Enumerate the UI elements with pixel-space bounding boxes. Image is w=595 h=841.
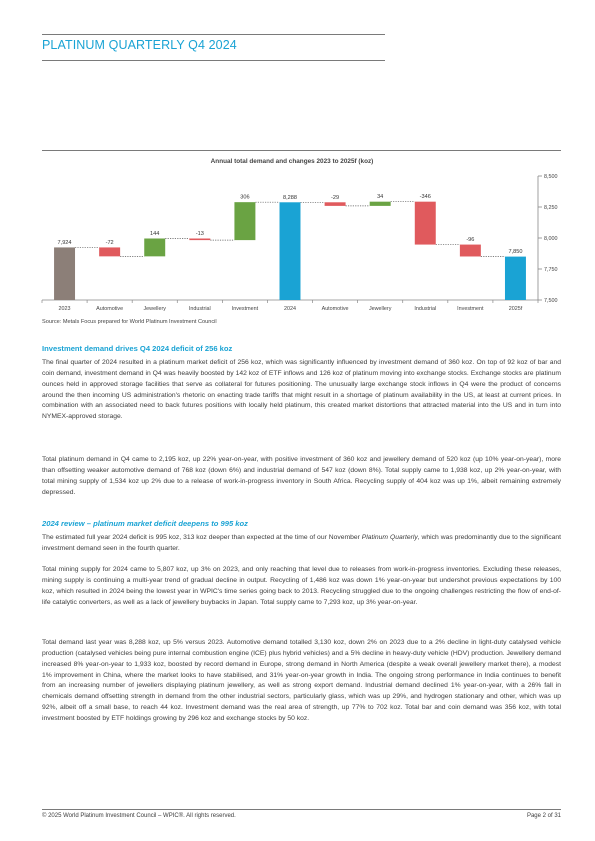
y-tick-label: 8,000 [544,236,558,242]
footer-copyright: © 2025 World Platinum Investment Council – WPIC®. All rights reserved. [42,813,236,819]
data-label: -346 [419,194,431,201]
paragraph-total-demand: Total demand last year was 8,288 koz, up 5% versus 2023. Automotive demand totalled 3,130 koz, down 2% on 2023 due to a 2% decline in light-duty catalysed vehicle production (catalysed vehicles being pure internal combustion engine (ICE) plus hybrid vehicles) and a 5% decline in heavy-duty vehicle (HDV) production. Jewellery demand increased 8% year-on-year to 1,933 koz, boosted by record demand in Europe, strong demand in North America (despite a weak overall jewellery market there), a modest 1% improvement in China, where the market looks to have stabilised, and 31% year-on-year growth in India. The ongoing strong performance in India continues to benefit from an increasing number of jewellers displaying platinum jewellery, as well as strong export demand. Industrial demand declined 1% year-on-year, with a 26% fall in chemicals demand offsetting strength in demand from the other industrial sectors, particularly glass, which was up 29%, and hydrogen stationary and other, which was up 92%, albeit off a small base, to reach 44 koz. Investment demand was the real area of strength, up 77% to 702 koz. Total bar and coin demand was 356 koz, with total investment boosted by ETF holdings growing by 296 koz and exchange stocks by 50 koz. [42,639,561,722]
waterfall-chart [35,150,561,320]
x-tick-label: Automotive [96,306,124,312]
waterfall-bar [370,202,391,206]
paragraph-full-year-deficit [42,533,561,555]
page-title: PLATINUM QUARTERLY Q4 2024 [42,38,237,52]
x-tick-label: Jewellery [143,306,166,312]
x-tick-label: Industrial [188,306,211,312]
footer-rule [42,809,561,810]
data-label: 34 [377,194,384,201]
data-label: 8,288 [283,194,297,201]
page-number: Page 2 of 31 [526,813,561,819]
x-tick-label: Automotive [321,306,349,312]
x-tick-label: 2023 [58,306,71,312]
data-label: 144 [150,230,160,237]
x-tick-label: 2025f [508,306,523,312]
paragraph-mining-supply: Total mining supply for 2024 came to 5,807 koz, up 3% on 2023, and only reaching that level due to releases from work-in-progress inventories. Excluding these releases, mining supply is continuing a multi-year trend of gradual decline in output. Recycling of 1,486 koz was down 1% year-on-year but undershot previous expectations by 100 koz, which resulted in 2024 being the lowest year in WPIC's time series going back to 2013. Recycling struggled due to the ongoing challenges restricting the flow of end-of-life catalytic converters, as well as a lack of jewellery buybacks in Japan. Total supply came to 7,293 koz, up 3% year-on-year. [42,566,561,606]
x-tick-label: Industrial [414,306,437,312]
data-label: -29 [331,194,340,201]
chart-title: Annual total demand and changes 2023 to 2025f (koz) [210,158,374,165]
platinum-quarterly-title: Platinum Quarterly [361,534,418,541]
section-heading-2024-review: 2024 review – platinum market deficit deepens to 995 koz [42,519,248,528]
x-tick-label: 2024 [284,306,296,312]
data-label: -96 [466,237,475,244]
chart-source: Source: Metals Focus prepared for World Platinum Investment Council [42,319,217,325]
full-year-deficit-text-1: The estimated full year 2024 deficit is 995 koz, 313 koz deeper than expected at the time of our November [42,534,362,541]
section-heading-investment: Investment demand drives Q4 2024 deficit of 256 koz [42,344,233,353]
waterfall-bar [54,247,75,300]
data-label: 7,850 [508,249,523,256]
paragraph-q4-deficit: The final quarter of 2024 resulted in a platinum market deficit of 256 koz, which was significantly influenced by investment demand of 360 koz. On top of 92 koz of bar and coin demand, investment demand in Q4 was heavily boosted by 142 koz of ETF inflows and 126 koz of platinum moving into exchange stocks. Exchange stocks are platinum ounces held in approved storage facilities that serve as collateral for futures positioning. The unusually large exchange stock inflows in Q4 were the product of concerns around the then incoming US administration's rhetoric on enacting trade tariffs that might result in a shortage of platinum availability in the US, at least at current prices. In combination with an associated need to back futures positions with locally held platinum, this created market distortions that attracted material into the US and in turn into NYMEX-approved storage. [42,359,561,421]
waterfall-bar [234,202,255,240]
waterfall-bar [460,245,481,257]
header-rule-bottom [42,60,385,61]
data-label: 7,924 [57,239,72,246]
x-tick-label: Investment [231,306,259,312]
waterfall-bar [189,238,210,240]
waterfall-bar [99,247,120,256]
y-tick-label: 7,500 [544,298,558,304]
waterfall-bar [505,257,526,300]
x-tick-label: Jewellery [368,306,392,312]
waterfall-bar [144,238,165,256]
waterfall-bar [325,202,346,206]
data-label: -13 [195,230,204,237]
waterfall-bar [280,202,301,300]
data-label: 306 [240,194,250,201]
x-tick-label: Investment [457,306,484,312]
waterfall-bar [415,202,436,245]
full-year-deficit-text-2: , which was predominantly due to the significant investment demand seen in the fourth quarter. [42,534,562,552]
data-label: -72 [105,239,114,246]
y-tick-label: 8,500 [544,174,558,180]
header-rule-top [42,34,385,35]
y-tick-label: 8,250 [544,205,558,211]
paragraph-q4-demand: Total platinum demand in Q4 came to 2,195 koz, up 22% year-on-year, with positive investment of 360 koz and jewellery demand of 520 koz (up 10% year-on-year), more than offsetting weaker automotive demand of 768 koz (down 6%) and industrial demand of 547 koz (down 8%). Total supply came to 1,938 koz, up 2% year-on-year, with total mining supply of 1,534 koz up 2% due to a release of work-in-progress inventory in South Africa. Recycling supply of 404 koz was up 1%, albeit remaining extremely depressed. [42,456,561,496]
y-tick-label: 7,750 [544,267,558,273]
